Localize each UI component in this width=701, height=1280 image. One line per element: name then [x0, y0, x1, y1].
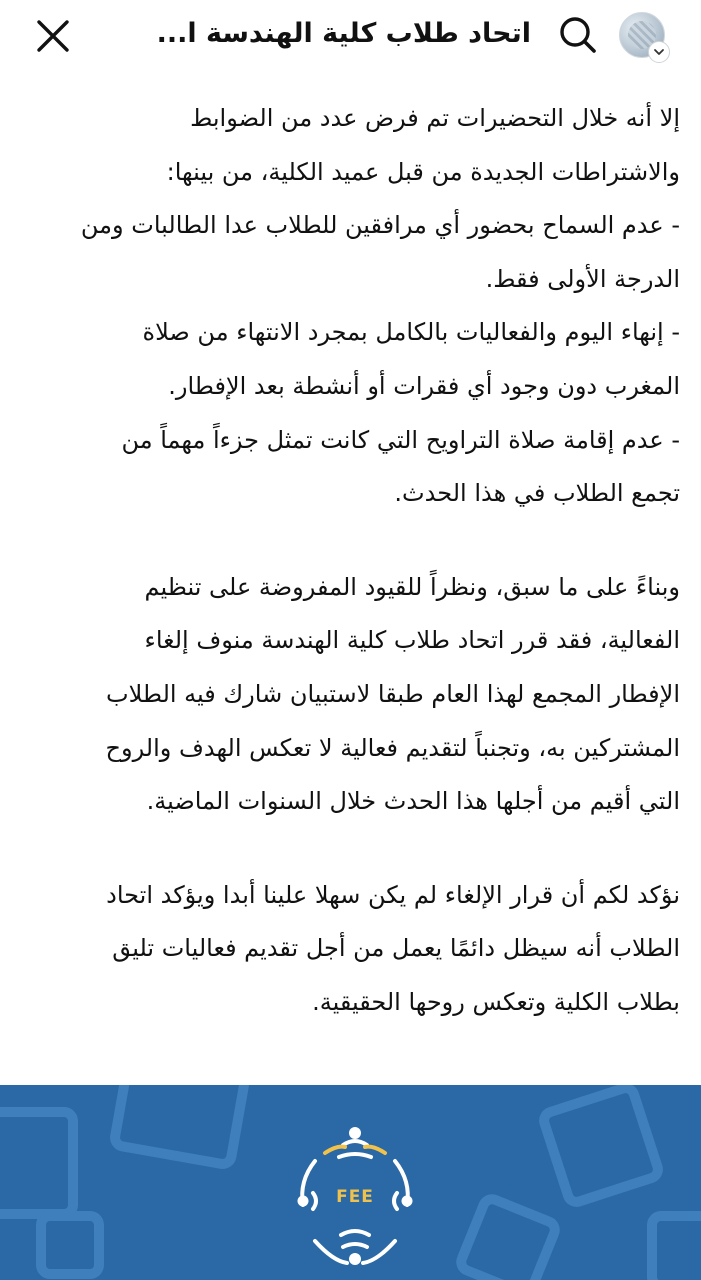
- decorative-shape: [535, 1085, 666, 1211]
- close-icon: [36, 19, 70, 53]
- decorative-shape: [108, 1085, 256, 1171]
- top-bar: [0, 0, 701, 70]
- decorative-shape: [452, 1190, 564, 1280]
- union-logo: [285, 1123, 425, 1273]
- page-title[interactable]: اتحاد طلاب كلية الهندسة ا...: [156, 18, 531, 49]
- paragraph-decision: وبناءً على ما سبق، ونظراً للقيود المفروضة على تنظيم الفعالية، فقد قرر اتحاد طلاب كلية الهندسة منوف إلغاء الإفطار المجمع لهذا العام طبقا لاستبيان شارك فيه الطلاب المشتركين به، وتجنباً لتقديم فعالية لا تعكس الهدف والروح التي أقيم من أجلها هذا الحدث خلال السنوات الماضية.: [105, 572, 680, 816]
- post-text: [32, 92, 680, 1030]
- page-avatar[interactable]: [619, 12, 665, 58]
- decorative-shape: [0, 1107, 78, 1219]
- close-button[interactable]: [30, 13, 76, 59]
- post-image[interactable]: [0, 1085, 701, 1280]
- paragraph-restrictions: إلا أنه خلال التحضيرات تم فرض عدد من الضوابط والاشتراطات الجديدة من قبل عميد الكلية، من بينها: - عدم السماح بحضور أي مرافقين للطلاب عدا الطالبات ومن الدرجة الأولى فقط. - إنهاء اليوم والفعاليات بالكامل بمجرد الانتهاء من صلاة المغرب دون وجود أي فقرات أو أنشطة بعد الإفطار. - عدم إقامة صلاة التراويح التي كانت تمثل جزءاً مهماً من تجمع الطلاب في هذا الحدث.: [80, 104, 680, 508]
- logo-text: FEE: [336, 1187, 374, 1207]
- chevron-down-icon: [653, 46, 665, 58]
- paragraph-closing: نؤكد لكم أن قرار الإلغاء لم يكن سهلا علينا أبدا ويؤكد اتحاد الطلاب أنه سيظل دائمًا يعمل من أجل تقديم فعاليات تليق بطلاب الكلية وتعكس روحها الحقيقية.: [106, 880, 680, 1016]
- search-button[interactable]: [555, 12, 601, 58]
- decorative-shape: [647, 1211, 701, 1280]
- avatar-menu-button[interactable]: [648, 41, 670, 63]
- decorative-shape: [36, 1211, 104, 1279]
- search-icon: [558, 15, 598, 55]
